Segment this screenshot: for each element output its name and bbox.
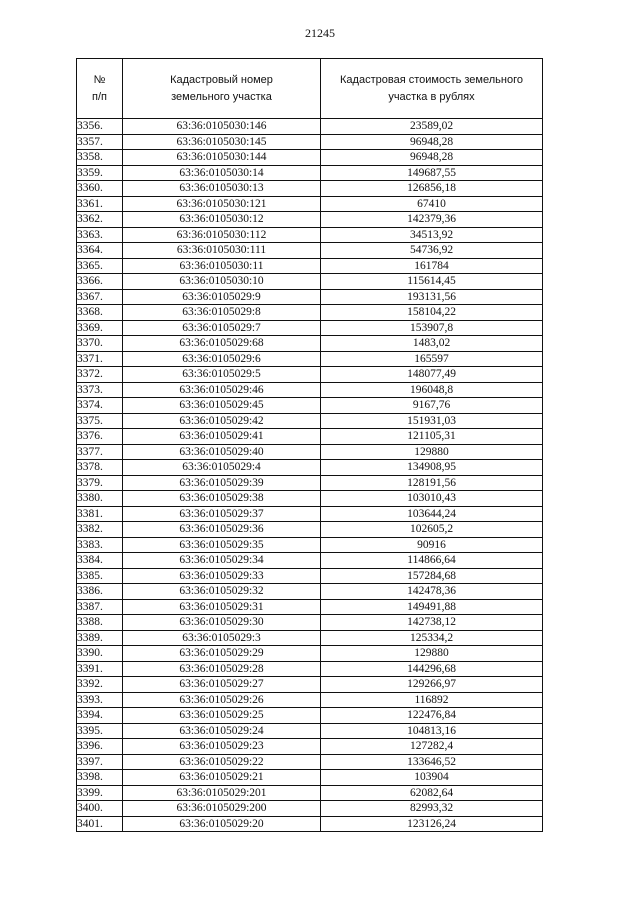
cadastral-number: 63:36:0105029:28: [123, 661, 321, 677]
cadastral-value: 125334,2: [321, 630, 543, 646]
row-number: 3366.: [77, 274, 123, 290]
cadastral-value: 193131,56: [321, 289, 543, 305]
cadastral-value: 115614,45: [321, 274, 543, 290]
cadastral-value: 54736,92: [321, 243, 543, 259]
cadastral-value: 103644,24: [321, 506, 543, 522]
row-number: 3395.: [77, 723, 123, 739]
cadastral-value: 161784: [321, 258, 543, 274]
cadastral-value: 122476,84: [321, 708, 543, 724]
cadastral-number: 63:36:0105029:31: [123, 599, 321, 615]
row-number: 3391.: [77, 661, 123, 677]
cadastral-value: 96948,28: [321, 150, 543, 166]
table-row: [77, 243, 543, 259]
table-row: [77, 444, 543, 460]
cadastral-value: 1483,02: [321, 336, 543, 352]
row-number: 3386.: [77, 584, 123, 600]
cadastral-number: 63:36:0105029:29: [123, 646, 321, 662]
row-number: 3373.: [77, 382, 123, 398]
cadastral-value: 114866,64: [321, 553, 543, 569]
row-number: 3383.: [77, 537, 123, 553]
table-row: [77, 785, 543, 801]
table-row: [77, 692, 543, 708]
table-row: [77, 460, 543, 476]
cadastral-value: 103904: [321, 770, 543, 786]
cadastral-number: 63:36:0105029:25: [123, 708, 321, 724]
row-number: 3365.: [77, 258, 123, 274]
cadastral-value: 142738,12: [321, 615, 543, 631]
cadastral-value: 23589,02: [321, 119, 543, 135]
cadastral-number: 63:36:0105029:201: [123, 785, 321, 801]
table-row: [77, 119, 543, 135]
table-row: [77, 196, 543, 212]
cadastral-number: 63:36:0105030:145: [123, 134, 321, 150]
cadastral-value: 67410: [321, 196, 543, 212]
row-number: 3358.: [77, 150, 123, 166]
table-row: [77, 382, 543, 398]
row-number: 3361.: [77, 196, 123, 212]
cadastral-value: 142379,36: [321, 212, 543, 228]
row-number: 3380.: [77, 491, 123, 507]
row-number: 3382.: [77, 522, 123, 538]
table-row: [77, 739, 543, 755]
row-number: 3396.: [77, 739, 123, 755]
table-row: [77, 305, 543, 321]
cadastral-number: 63:36:0105029:20: [123, 816, 321, 832]
cadastral-value: 149491,88: [321, 599, 543, 615]
table-row: [77, 351, 543, 367]
cadastral-number: 63:36:0105029:33: [123, 568, 321, 584]
table-body: [77, 119, 543, 832]
cadastral-number: 63:36:0105029:6: [123, 351, 321, 367]
cadastral-number: 63:36:0105030:111: [123, 243, 321, 259]
row-number: 3369.: [77, 320, 123, 336]
cadastre-table: [76, 58, 543, 832]
cadastral-value: 129880: [321, 444, 543, 460]
cadastral-number: 63:36:0105030:146: [123, 119, 321, 135]
header-text-line: земельного участка: [171, 90, 272, 103]
table-row: [77, 475, 543, 491]
cadastral-value: 104813,16: [321, 723, 543, 739]
table-row: [77, 646, 543, 662]
row-number: 3368.: [77, 305, 123, 321]
header-text-line: участка в рублях: [388, 90, 475, 103]
row-number: 3367.: [77, 289, 123, 305]
cadastral-number: 63:36:0105030:10: [123, 274, 321, 290]
cadastral-value: 196048,8: [321, 382, 543, 398]
cadastral-value: 102605,2: [321, 522, 543, 538]
row-number: 3375.: [77, 413, 123, 429]
cadastral-number: 63:36:0105029:34: [123, 553, 321, 569]
cadastral-value: 129880: [321, 646, 543, 662]
cadastral-value: 165597: [321, 351, 543, 367]
cadastral-number: 63:36:0105030:14: [123, 165, 321, 181]
row-number: 3397.: [77, 754, 123, 770]
cadastral-number: 63:36:0105029:26: [123, 692, 321, 708]
cadastral-value: 116892: [321, 692, 543, 708]
row-number: 3359.: [77, 165, 123, 181]
cadastral-value: 34513,92: [321, 227, 543, 243]
table-row: [77, 336, 543, 352]
cadastral-number: 63:36:0105030:112: [123, 227, 321, 243]
table-row: [77, 661, 543, 677]
row-number: 3360.: [77, 181, 123, 197]
table-row: [77, 227, 543, 243]
row-number: 3393.: [77, 692, 123, 708]
cadastral-value: 157284,68: [321, 568, 543, 584]
cadastral-value: 121105,31: [321, 429, 543, 445]
table-row: [77, 150, 543, 166]
table-row: [77, 491, 543, 507]
table-row: [77, 553, 543, 569]
row-number: 3384.: [77, 553, 123, 569]
cadastral-number: 63:36:0105029:30: [123, 615, 321, 631]
row-number: 3372.: [77, 367, 123, 383]
row-number: 3400.: [77, 801, 123, 817]
cadastral-number: 63:36:0105029:35: [123, 537, 321, 553]
cadastral-number: 63:36:0105029:23: [123, 739, 321, 755]
row-number: 3401.: [77, 816, 123, 832]
table-row: [77, 522, 543, 538]
cadastral-number: 63:36:0105029:41: [123, 429, 321, 445]
table-header-row: [77, 59, 543, 119]
cadastral-number: 63:36:0105029:8: [123, 305, 321, 321]
cadastral-value: 142478,36: [321, 584, 543, 600]
cadastral-value: 133646,52: [321, 754, 543, 770]
table-row: [77, 398, 543, 414]
cadastral-value: 96948,28: [321, 134, 543, 150]
table-row: [77, 708, 543, 724]
cadastral-value: 123126,24: [321, 816, 543, 832]
row-number: 3377.: [77, 444, 123, 460]
cadastral-value: 103010,43: [321, 491, 543, 507]
row-number: 3389.: [77, 630, 123, 646]
cadastral-value: 129266,97: [321, 677, 543, 693]
table-row: [77, 816, 543, 832]
row-number: 3379.: [77, 475, 123, 491]
row-number: 3390.: [77, 646, 123, 662]
row-number: 3378.: [77, 460, 123, 476]
cadastral-value: 153907,8: [321, 320, 543, 336]
cadastral-number: 63:36:0105029:68: [123, 336, 321, 352]
row-number: 3381.: [77, 506, 123, 522]
row-number: 3363.: [77, 227, 123, 243]
table-row: [77, 599, 543, 615]
cadastral-number: 63:36:0105030:121: [123, 196, 321, 212]
cadastral-value: 151931,03: [321, 413, 543, 429]
cadastral-number: 63:36:0105029:24: [123, 723, 321, 739]
table-row: [77, 770, 543, 786]
cadastral-number: 63:36:0105030:12: [123, 212, 321, 228]
cadastral-number: 63:36:0105030:11: [123, 258, 321, 274]
header-cadastral-number: [123, 59, 321, 119]
row-number: 3399.: [77, 785, 123, 801]
table-row: [77, 413, 543, 429]
row-number: 3370.: [77, 336, 123, 352]
table-row: [77, 506, 543, 522]
header-text-line: №: [93, 73, 106, 86]
cadastral-number: 63:36:0105030:144: [123, 150, 321, 166]
table-row: [77, 165, 543, 181]
header-text-line: Кадастровый номер: [170, 73, 273, 86]
cadastral-number: 63:36:0105029:40: [123, 444, 321, 460]
table-row: [77, 429, 543, 445]
table-row: [77, 274, 543, 290]
cadastral-number: 63:36:0105029:3: [123, 630, 321, 646]
header-cadastral-value: [321, 59, 543, 119]
cadastral-value: 149687,55: [321, 165, 543, 181]
cadastral-number: 63:36:0105029:42: [123, 413, 321, 429]
row-number: 3356.: [77, 119, 123, 135]
cadastral-value: 126856,18: [321, 181, 543, 197]
table-row: [77, 584, 543, 600]
table-row: [77, 615, 543, 631]
cadastral-number: 63:36:0105030:13: [123, 181, 321, 197]
cadastral-number: 63:36:0105029:38: [123, 491, 321, 507]
cadastral-value: 82993,32: [321, 801, 543, 817]
table-row: [77, 630, 543, 646]
row-number: 3376.: [77, 429, 123, 445]
row-number: 3388.: [77, 615, 123, 631]
cadastral-value: 134908,95: [321, 460, 543, 476]
table-row: [77, 212, 543, 228]
page-number: 21245: [305, 26, 335, 40]
row-number: 3387.: [77, 599, 123, 615]
cadastral-number: 63:36:0105029:21: [123, 770, 321, 786]
cadastral-value: 158104,22: [321, 305, 543, 321]
cadastral-value: 128191,56: [321, 475, 543, 491]
cadastral-value: 127282,4: [321, 739, 543, 755]
cadastral-value: 9167,76: [321, 398, 543, 414]
row-number: 3394.: [77, 708, 123, 724]
row-number: 3371.: [77, 351, 123, 367]
cadastral-value: 148077,49: [321, 367, 543, 383]
header-text-line: п/п: [92, 90, 107, 103]
table-row: [77, 289, 543, 305]
row-number: 3374.: [77, 398, 123, 414]
table-row: [77, 367, 543, 383]
row-number: 3362.: [77, 212, 123, 228]
row-number: 3392.: [77, 677, 123, 693]
cadastral-number: 63:36:0105029:36: [123, 522, 321, 538]
cadastral-number: 63:36:0105029:4: [123, 460, 321, 476]
table-row: [77, 677, 543, 693]
cadastral-value: 144296,68: [321, 661, 543, 677]
header-text-line: Кадастровая стоимость земельного: [340, 73, 523, 86]
cadastral-number: 63:36:0105029:32: [123, 584, 321, 600]
table-row: [77, 134, 543, 150]
table-row: [77, 568, 543, 584]
cadastral-number: 63:36:0105029:27: [123, 677, 321, 693]
cadastral-number: 63:36:0105029:5: [123, 367, 321, 383]
row-number: 3364.: [77, 243, 123, 259]
table-row: [77, 537, 543, 553]
table-row: [77, 181, 543, 197]
row-number: 3398.: [77, 770, 123, 786]
cadastral-number: 63:36:0105029:22: [123, 754, 321, 770]
cadastral-number: 63:36:0105029:9: [123, 289, 321, 305]
row-number: 3357.: [77, 134, 123, 150]
cadastral-number: 63:36:0105029:200: [123, 801, 321, 817]
header-number: [77, 59, 123, 119]
cadastral-number: 63:36:0105029:46: [123, 382, 321, 398]
row-number: 3385.: [77, 568, 123, 584]
table-row: [77, 258, 543, 274]
cadastral-number: 63:36:0105029:39: [123, 475, 321, 491]
cadastral-number: 63:36:0105029:37: [123, 506, 321, 522]
cadastral-value: 62082,64: [321, 785, 543, 801]
table-row: [77, 723, 543, 739]
table-row: [77, 320, 543, 336]
table-row: [77, 801, 543, 817]
cadastral-number: 63:36:0105029:7: [123, 320, 321, 336]
cadastral-number: 63:36:0105029:45: [123, 398, 321, 414]
table-row: [77, 754, 543, 770]
cadastral-value: 90916: [321, 537, 543, 553]
